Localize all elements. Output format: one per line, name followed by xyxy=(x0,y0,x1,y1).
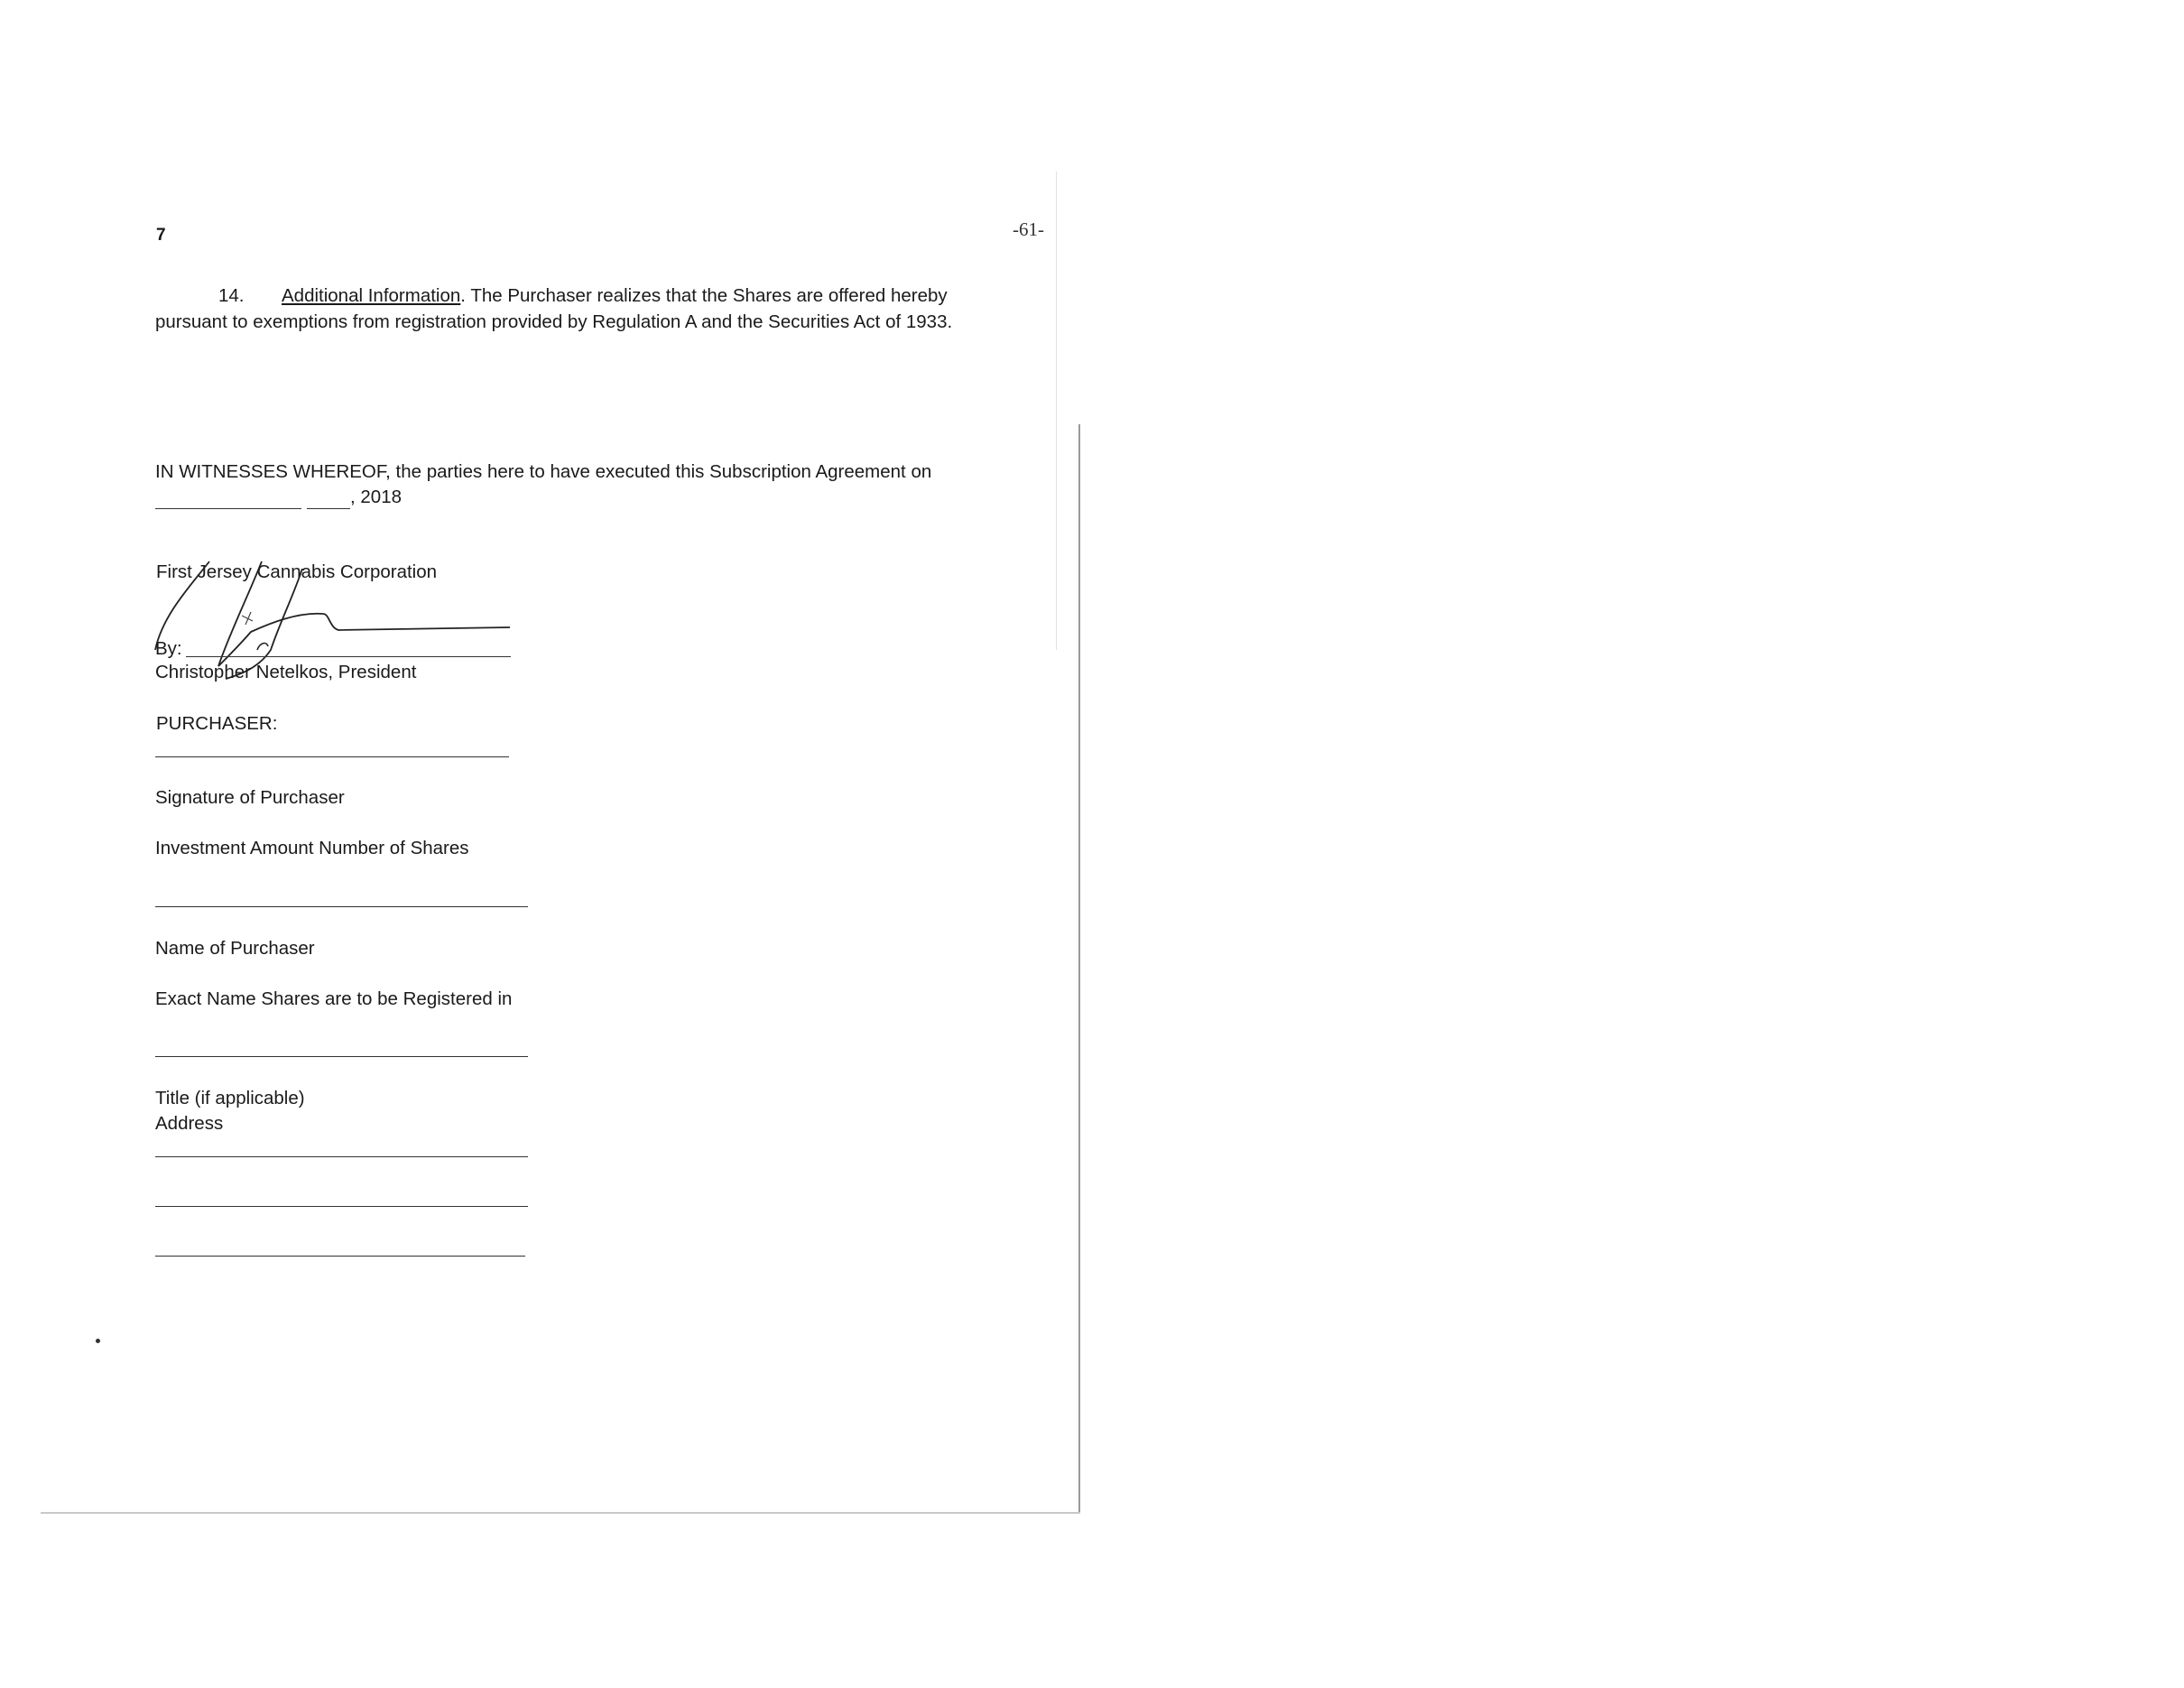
title-label: Title (if applicable) xyxy=(155,1088,305,1108)
address-line-1 xyxy=(155,1156,528,1157)
witness-year: , 2018 xyxy=(350,487,402,507)
registered-name-label: Exact Name Shares are to be Registered in xyxy=(155,988,513,1009)
scan-speck xyxy=(96,1339,100,1343)
section-heading: Additional Information xyxy=(282,285,461,306)
page-number: 7 xyxy=(156,226,166,245)
witness-clause xyxy=(155,459,967,485)
name-of-purchaser-label: Name of Purchaser xyxy=(155,938,315,959)
date-blank-month xyxy=(155,508,301,509)
signature-of-purchaser-label: Signature of Purchaser xyxy=(155,787,345,808)
address-line-2 xyxy=(155,1206,528,1207)
by-label: By: xyxy=(155,638,182,659)
company-signature-line xyxy=(186,656,511,657)
registered-name-line xyxy=(155,1056,528,1057)
page-edge-bottom xyxy=(41,1512,1080,1514)
stamp-number: -61- xyxy=(1013,218,1044,240)
investment-amount-label: Investment Amount Number of Shares xyxy=(155,838,469,858)
section-14-paragraph xyxy=(155,283,967,335)
witness-text: IN WITNESSES WHEREOF, the parties here to have executed this Subscription Agreement on xyxy=(155,461,932,482)
date-blank-day xyxy=(307,508,350,509)
investment-line xyxy=(155,906,528,907)
address-label: Address xyxy=(155,1113,224,1134)
purchaser-signature-line xyxy=(155,756,509,757)
page-edge-right xyxy=(1078,424,1080,1512)
company-name: First Jersey Cannabis Corporation xyxy=(156,561,438,582)
purchaser-label: PURCHASER: xyxy=(156,713,278,734)
page-edge-faint xyxy=(1056,172,1057,650)
section-text: . The Purchaser realizes that the Shares are offered hereby pursuant to exemptions from registration provided by Regulation A and the Securities Act of 1933. xyxy=(155,285,953,332)
address-line-3 xyxy=(155,1256,525,1257)
signatory-name: Christopher Netelkos, President xyxy=(155,662,417,682)
section-number: 14. xyxy=(218,285,245,306)
